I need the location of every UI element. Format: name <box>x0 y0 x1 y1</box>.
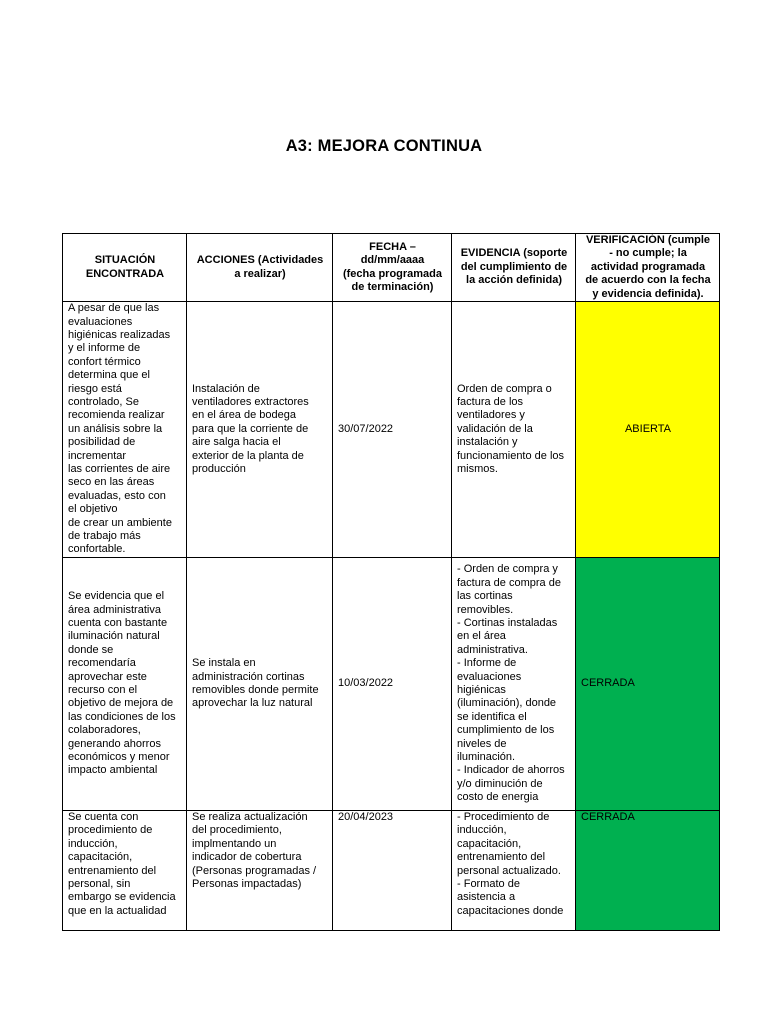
cell-situacion: Se evidencia que el área administrativa cuenta con bastante iluminación natural donde se recomendaría aprovechar este recurso con el objetivo de mejora de las condiciones de los colaboradores, generando ahorros económicos y menor impacto ambiental <box>63 558 187 811</box>
header-evidencia: EVIDENCIA (soporte del cumplimiento de la acción definida) <box>452 234 576 302</box>
status-badge-cerrada: CERRADA <box>576 558 720 811</box>
cell-acciones: Instalación de ventiladores extractores en el área de bodega para que la corriente de aire salga hacia el exterior de la planta de producción <box>187 302 333 558</box>
cell-fecha: 10/03/2022 <box>333 558 452 811</box>
cell-acciones: Se instala en administración cortinas removibles donde permite aprovechar la luz natural <box>187 558 333 811</box>
improvement-table <box>62 233 720 931</box>
header-acciones: ACCIONES (Actividades a realizar) <box>187 234 333 302</box>
cell-acciones: Se realiza actualización del procedimiento, implmentando un indicador de cobertura (Personas programadas / Personas impactadas) <box>187 811 333 931</box>
cell-evidencia: Orden de compra o factura de los ventiladores y validación de la instalación y funcionamiento de los mismos. <box>452 302 576 558</box>
table-row <box>63 558 720 811</box>
header-verificacion: VERIFICACIÓN (cumple - no cumple; la actividad programada de acuerdo con la fecha y evidencia definida). <box>576 234 720 302</box>
cell-fecha: 20/04/2023 <box>333 811 452 931</box>
cell-situacion: Se cuenta con procedimiento de inducción, capacitación, entrenamiento del personal, sin embargo se evidencia que en la actualidad <box>63 811 187 931</box>
cell-evidencia: - Orden de compra y factura de compra de las cortinas removibles. - Cortinas instaladas en el área administrativa. - Informe de evaluaciones higiénicas (iluminación), donde se identifica el cumplimiento de los niveles de iluminación. - Indicador de ahorros y/o diminución de costo de energia <box>452 558 576 811</box>
cell-fecha: 30/07/2022 <box>333 302 452 558</box>
table-row <box>63 811 720 931</box>
header-fecha: FECHA – dd/mm/aaaa (fecha programada de terminación) <box>333 234 452 302</box>
table-row <box>63 302 720 558</box>
page-title: A3: MEJORA CONTINUA <box>285 137 483 155</box>
status-badge-cerrada: CERRADA <box>576 811 720 931</box>
status-badge-abierta: ABIERTA <box>576 302 720 558</box>
header-situacion: SITUACIÓN ENCONTRADA <box>63 234 187 302</box>
cell-situacion: A pesar de que las evaluaciones higiénicas realizadas y el informe de confort térmico determina que el riesgo está controlado, Se recomienda realizar un análisis sobre la posibilidad de incrementar las corrientes de aire seco en las áreas evaluadas, esto con el objetivo de crear un ambiente de trabajo más confortable. <box>63 302 187 558</box>
table-header-row <box>63 234 720 302</box>
cell-evidencia: - Procedimiento de inducción, capacitación, entrenamiento del personal actualizado. - Formato de asistencia a capacitaciones donde <box>452 811 576 931</box>
